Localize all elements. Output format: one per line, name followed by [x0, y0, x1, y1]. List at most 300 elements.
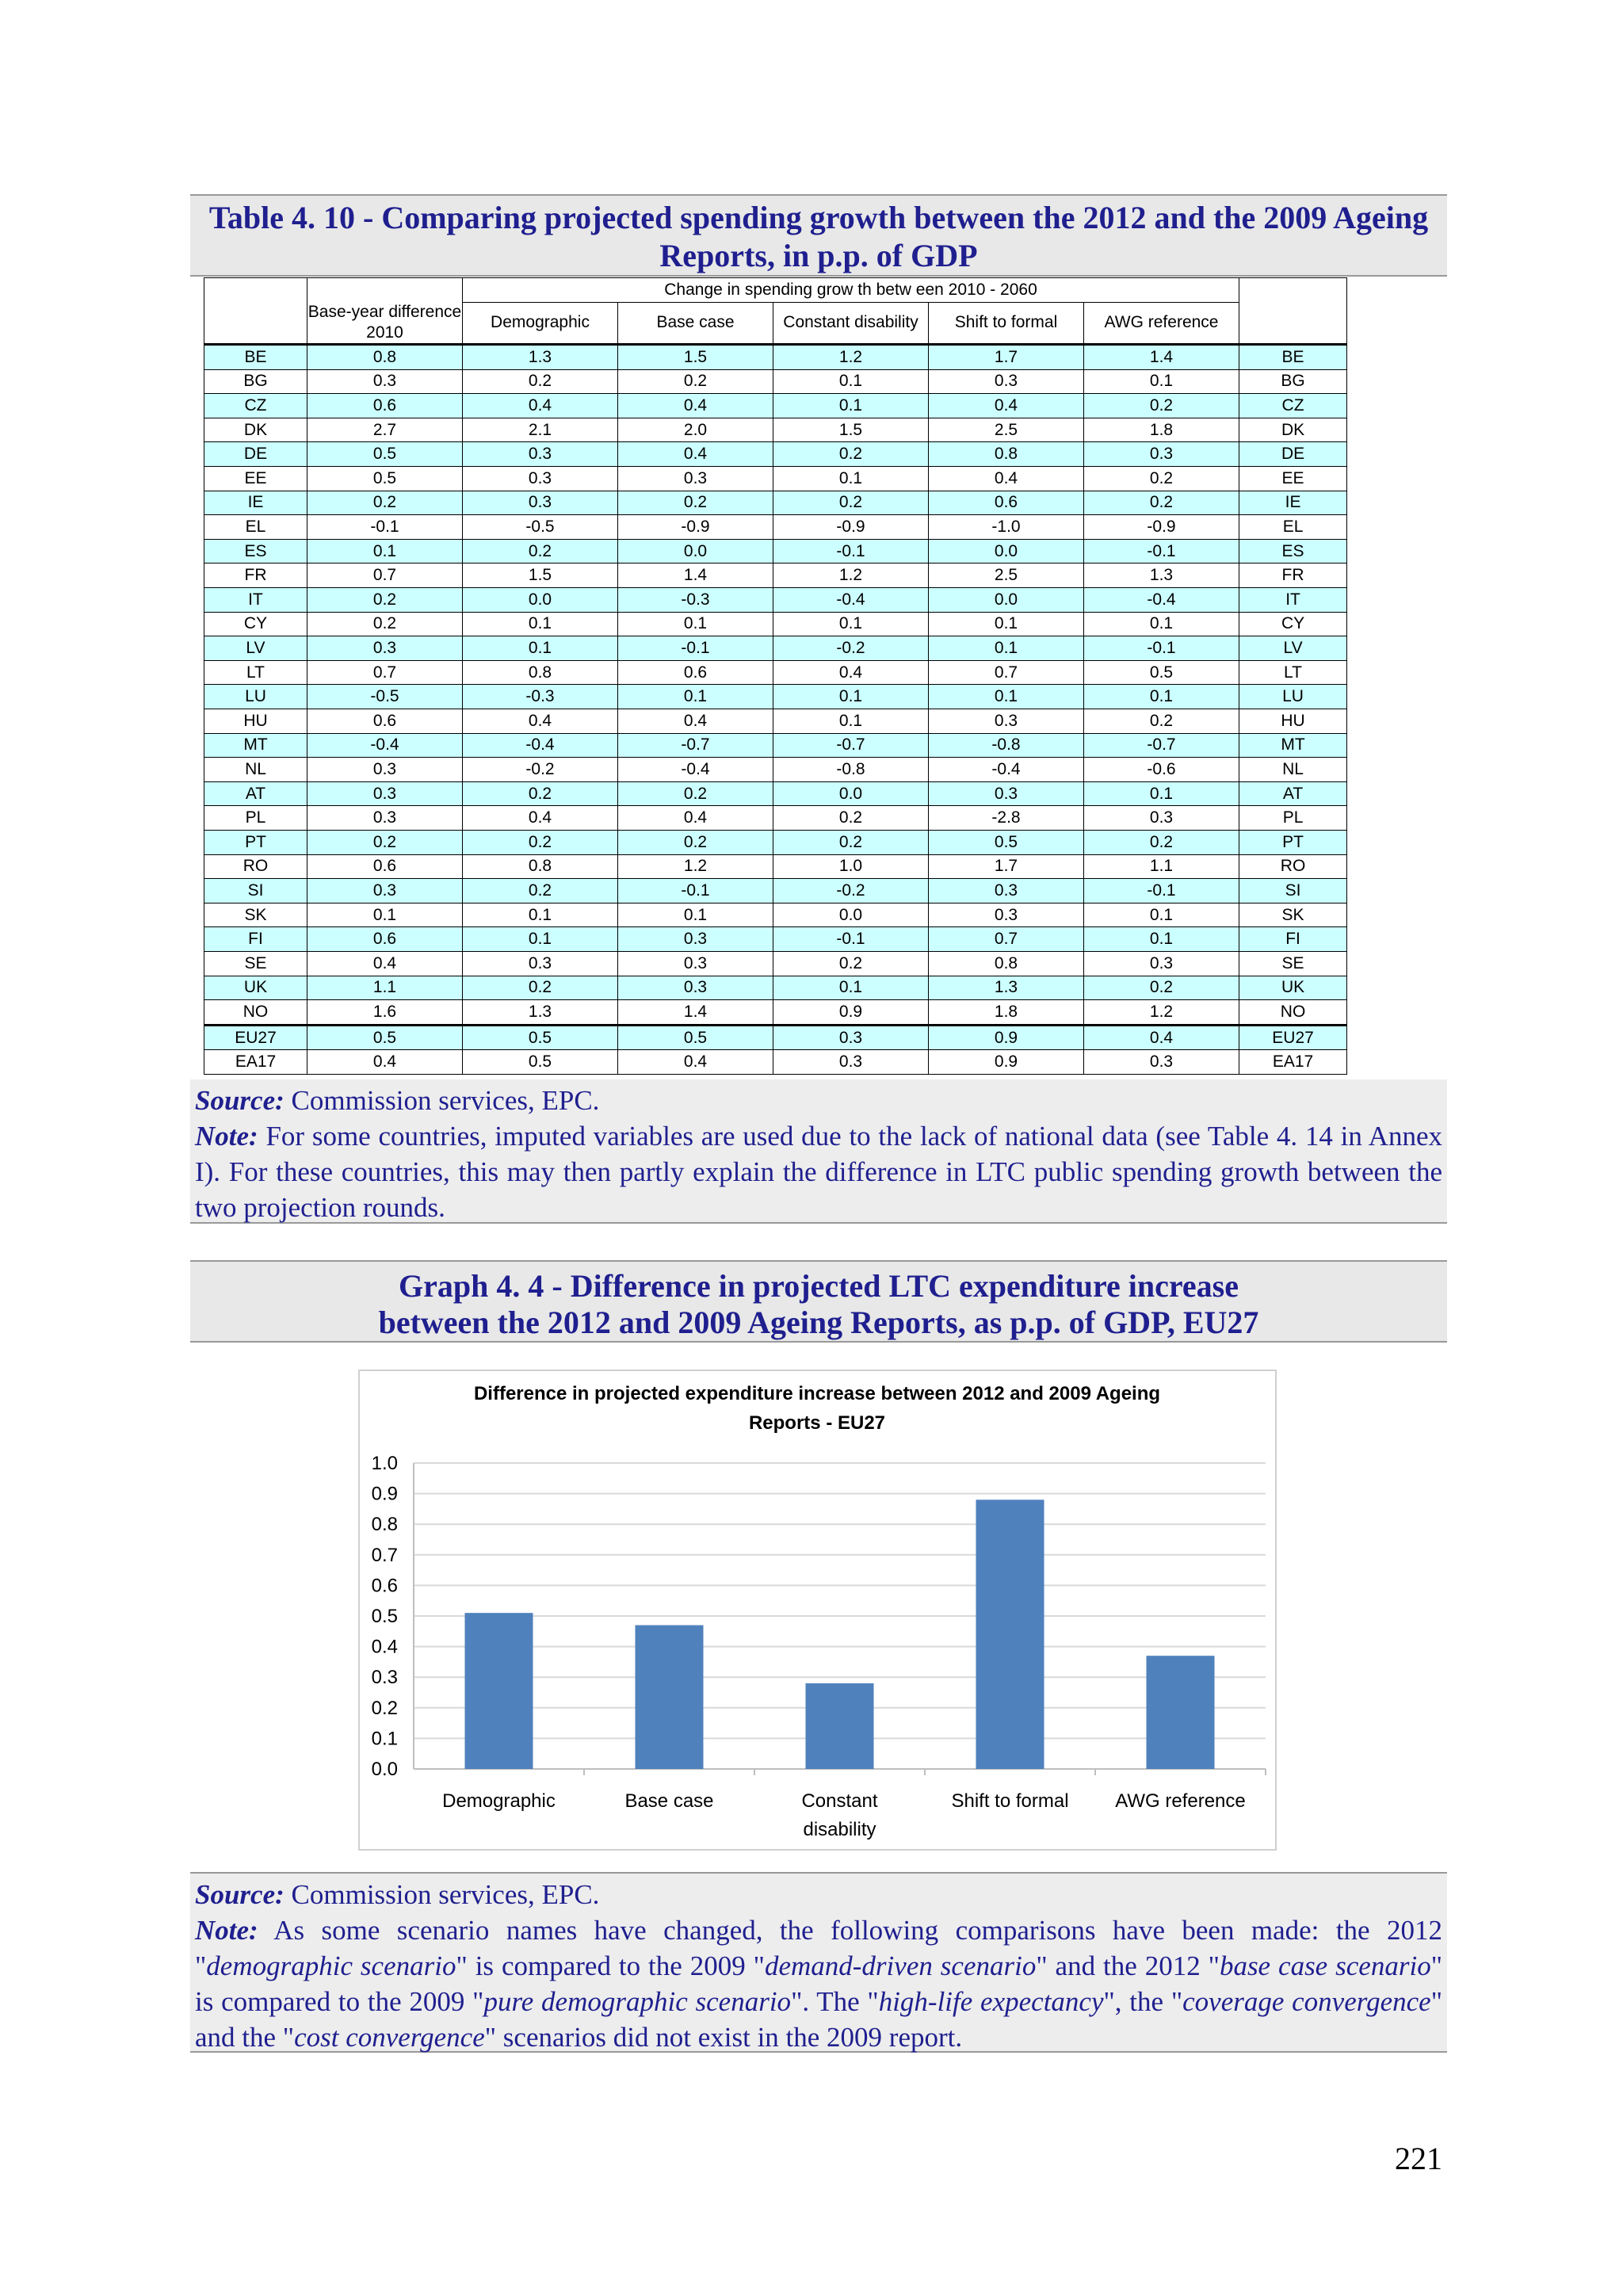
value-cell: 0.2: [463, 781, 618, 806]
value-cell: 0.2: [1084, 830, 1239, 854]
value-cell: 0.4: [463, 709, 618, 734]
value-cell: 0.3: [929, 903, 1084, 927]
value-cell: 1.3: [463, 345, 618, 370]
country-cell: PL: [204, 806, 307, 831]
table-row: [204, 709, 1347, 734]
value-cell: 0.3: [929, 369, 1084, 394]
value-cell: 0.3: [463, 491, 618, 515]
value-cell: 0.3: [463, 467, 618, 491]
country-cell: CY: [204, 612, 307, 636]
value-cell: 0.1: [929, 636, 1084, 661]
value-cell: 0.2: [307, 612, 463, 636]
table-row: [204, 1000, 1347, 1026]
country-cell: BE: [1239, 345, 1347, 370]
country-cell: PL: [1239, 806, 1347, 831]
country-cell: RO: [1239, 854, 1347, 879]
y-tick-label: 0.9: [371, 1483, 398, 1505]
value-cell: -0.7: [618, 733, 773, 758]
note-fragment: coverage convergence: [1182, 1986, 1431, 2017]
table-row: [204, 951, 1347, 976]
table-row: [204, 394, 1347, 418]
table-row: [204, 369, 1347, 394]
country-cell: CY: [1239, 612, 1347, 636]
table-row: [204, 418, 1347, 442]
value-cell: 0.2: [463, 879, 618, 904]
country-cell: IT: [1239, 588, 1347, 613]
y-tick-label: 0.2: [371, 1697, 398, 1719]
value-cell: 0.0: [773, 781, 929, 806]
value-cell: -0.4: [773, 588, 929, 613]
column-header: Demographic: [463, 302, 618, 345]
value-cell: 0.3: [1084, 951, 1239, 976]
value-cell: 0.4: [929, 467, 1084, 491]
value-cell: -0.9: [773, 515, 929, 540]
country-cell: UK: [204, 976, 307, 1000]
country-cell: LU: [1239, 685, 1347, 709]
value-cell: -0.1: [307, 515, 463, 540]
value-cell: 0.1: [929, 612, 1084, 636]
column-header: Shift to formal: [929, 302, 1084, 345]
country-cell: RO: [204, 854, 307, 879]
column-header: Base case: [618, 302, 773, 345]
value-cell: 0.2: [618, 491, 773, 515]
value-cell: 0.2: [773, 951, 929, 976]
value-cell: 0.1: [463, 612, 618, 636]
table-note-text: For some countries, imputed variables are used due to the lack of national data (see Table 4. 14 in Annex I). For these countries, this may then partly explain the difference in LTC public spending growth between the two projection rounds.: [195, 1121, 1442, 1223]
bar-chart: [360, 1371, 1275, 1849]
value-cell: 0.5: [1084, 660, 1239, 685]
x-category-label: Shift to formal: [951, 1790, 1069, 1812]
table-caption: [190, 194, 1447, 277]
value-cell: 0.1: [307, 539, 463, 563]
value-cell: 1.1: [307, 976, 463, 1000]
country-cell: HU: [1239, 709, 1347, 734]
bar-awg-reference: [1147, 1656, 1215, 1769]
value-cell: 0.2: [307, 588, 463, 613]
table-row: [204, 612, 1347, 636]
value-cell: 0.4: [1084, 1025, 1239, 1050]
value-cell: 0.1: [773, 685, 929, 709]
country-cell: SE: [1239, 951, 1347, 976]
bar-base-case: [636, 1626, 704, 1769]
country-cell: BE: [204, 345, 307, 370]
value-cell: 0.2: [618, 781, 773, 806]
value-cell: 0.8: [929, 951, 1084, 976]
note-fragment: " is compared to the 2009 ": [195, 1950, 1442, 2017]
value-cell: 0.3: [929, 879, 1084, 904]
value-cell: 0.6: [307, 854, 463, 879]
value-cell: 0.1: [1084, 612, 1239, 636]
graph-caption: [190, 1260, 1447, 1343]
table-row: [204, 636, 1347, 661]
value-cell: -2.8: [929, 806, 1084, 831]
table-row: [204, 1025, 1347, 1050]
group-header: Change in spending grow th betw een 2010 - 2060: [463, 278, 1239, 303]
value-cell: 0.2: [773, 830, 929, 854]
note-fragment: " scenarios did not exist in the 2009 report.: [484, 2022, 963, 2053]
value-cell: 0.2: [1084, 976, 1239, 1000]
table-row: [204, 685, 1347, 709]
value-cell: -0.8: [773, 758, 929, 782]
value-cell: 0.3: [1084, 1050, 1239, 1075]
table-row: [204, 563, 1347, 588]
value-cell: 0.0: [773, 903, 929, 927]
value-cell: 0.2: [463, 976, 618, 1000]
value-cell: 0.5: [618, 1025, 773, 1050]
value-cell: 0.1: [463, 903, 618, 927]
x-category-label: AWG reference: [1115, 1790, 1246, 1812]
value-cell: 0.2: [307, 491, 463, 515]
value-cell: 0.3: [618, 976, 773, 1000]
country-cell: DE: [204, 442, 307, 467]
value-cell: -0.5: [463, 515, 618, 540]
column-header: AWG reference: [1084, 302, 1239, 345]
value-cell: 0.4: [463, 394, 618, 418]
value-cell: 0.8: [463, 660, 618, 685]
y-tick-label: 1.0: [371, 1453, 398, 1474]
country-cell: NO: [204, 1000, 307, 1026]
value-cell: -0.1: [1084, 879, 1239, 904]
value-cell: 0.3: [307, 636, 463, 661]
value-cell: -0.4: [307, 733, 463, 758]
note-fragment: " and the ": [195, 1986, 1442, 2053]
table-note-label: Note:: [195, 1121, 258, 1152]
value-cell: 0.3: [307, 758, 463, 782]
value-cell: 0.3: [618, 927, 773, 952]
table-caption-text: Table 4. 10 - Comparing projected spending growth between the 2012 and the 2009 Ageing Reports, in p.p. of GDP: [208, 200, 1429, 273]
country-cell: IT: [204, 588, 307, 613]
header-empty-left: [204, 278, 307, 345]
value-cell: 0.6: [307, 394, 463, 418]
country-cell: BG: [204, 369, 307, 394]
x-category-label: Constant: [801, 1790, 878, 1812]
value-cell: 0.2: [463, 539, 618, 563]
value-cell: -0.3: [463, 685, 618, 709]
country-cell: FI: [204, 927, 307, 952]
table-row: [204, 442, 1347, 467]
y-tick-label: 0.5: [371, 1606, 398, 1627]
value-cell: 0.3: [929, 781, 1084, 806]
value-cell: 0.6: [618, 660, 773, 685]
x-category-label: disability: [803, 1819, 876, 1840]
value-cell: 0.4: [618, 806, 773, 831]
note-fragment: demand-driven scenario: [764, 1950, 1037, 1981]
value-cell: 0.4: [307, 1050, 463, 1075]
value-cell: 0.3: [773, 1050, 929, 1075]
country-cell: EL: [1239, 515, 1347, 540]
y-tick-label: 0.4: [371, 1636, 398, 1658]
graph-notes: [190, 1872, 1447, 2053]
value-cell: -0.7: [1084, 733, 1239, 758]
country-cell: AT: [1239, 781, 1347, 806]
value-cell: 1.2: [618, 854, 773, 879]
country-cell: LV: [204, 636, 307, 661]
value-cell: -1.0: [929, 515, 1084, 540]
value-cell: -0.1: [773, 539, 929, 563]
value-cell: 0.2: [773, 806, 929, 831]
value-cell: 0.9: [929, 1050, 1084, 1075]
country-cell: UK: [1239, 976, 1347, 1000]
value-cell: 0.1: [618, 903, 773, 927]
table-notes: [190, 1079, 1447, 1224]
value-cell: 0.3: [618, 951, 773, 976]
value-cell: -0.7: [773, 733, 929, 758]
country-cell: PT: [204, 830, 307, 854]
value-cell: 0.8: [463, 854, 618, 879]
value-cell: 0.0: [618, 539, 773, 563]
table-row: [204, 345, 1347, 370]
value-cell: 0.5: [463, 1050, 618, 1075]
value-cell: 0.8: [929, 442, 1084, 467]
y-tick-label: 0.7: [371, 1544, 398, 1566]
value-cell: 0.0: [463, 588, 618, 613]
value-cell: 0.2: [773, 442, 929, 467]
value-cell: 0.7: [307, 563, 463, 588]
value-cell: 0.1: [773, 394, 929, 418]
country-cell: MT: [204, 733, 307, 758]
value-cell: 0.2: [307, 830, 463, 854]
value-cell: -0.1: [773, 927, 929, 952]
value-cell: 1.7: [929, 854, 1084, 879]
value-cell: 0.6: [307, 927, 463, 952]
note-fragment: cost convergence: [294, 2022, 485, 2053]
value-cell: 0.5: [929, 830, 1084, 854]
value-cell: 0.2: [1084, 467, 1239, 491]
country-cell: AT: [204, 781, 307, 806]
note-fragment: ". The ": [791, 1986, 879, 2017]
value-cell: 1.0: [773, 854, 929, 879]
country-cell: MT: [1239, 733, 1347, 758]
value-cell: 1.2: [1084, 1000, 1239, 1026]
value-cell: 0.3: [1084, 442, 1239, 467]
x-category-label: Base case: [624, 1790, 714, 1812]
value-cell: -0.2: [773, 879, 929, 904]
y-tick-label: 0.3: [371, 1667, 398, 1689]
chart-title-line-1: Difference in projected expenditure increase between 2012 and 2009 Ageing: [473, 1383, 1161, 1404]
value-cell: -0.4: [618, 758, 773, 782]
country-cell: SE: [204, 951, 307, 976]
note-fragment: base case scenario: [1219, 1950, 1431, 1981]
value-cell: 0.1: [1084, 369, 1239, 394]
graph-source-text: Commission services, EPC.: [284, 1879, 600, 1910]
value-cell: 0.1: [618, 685, 773, 709]
country-cell: FR: [1239, 563, 1347, 588]
value-cell: 1.2: [773, 563, 929, 588]
value-cell: 1.7: [929, 345, 1084, 370]
value-cell: 0.4: [773, 660, 929, 685]
value-cell: 0.4: [463, 806, 618, 831]
country-cell: NL: [204, 758, 307, 782]
value-cell: 0.0: [929, 539, 1084, 563]
column-header: Constant disability: [773, 302, 929, 345]
value-cell: -0.3: [618, 588, 773, 613]
graph-caption-line-1: Graph 4. 4 - Difference in projected LTC expenditure increase: [399, 1268, 1239, 1304]
value-cell: 0.3: [463, 442, 618, 467]
table-row: [204, 927, 1347, 952]
table-row: [204, 854, 1347, 879]
value-cell: 0.1: [618, 612, 773, 636]
value-cell: 0.5: [307, 1025, 463, 1050]
table-row: [204, 467, 1347, 491]
graph-note-label: Note:: [195, 1915, 258, 1946]
country-cell: CZ: [204, 394, 307, 418]
value-cell: 0.3: [307, 369, 463, 394]
value-cell: -0.2: [773, 636, 929, 661]
value-cell: -0.1: [1084, 539, 1239, 563]
country-cell: BG: [1239, 369, 1347, 394]
value-cell: 1.5: [773, 418, 929, 442]
value-cell: 1.3: [929, 976, 1084, 1000]
note-fragment: high-life expectancy: [878, 1986, 1104, 2017]
value-cell: 1.6: [307, 1000, 463, 1026]
value-cell: 0.6: [929, 491, 1084, 515]
country-cell: EE: [1239, 467, 1347, 491]
value-cell: 0.4: [618, 394, 773, 418]
value-cell: 0.3: [929, 709, 1084, 734]
value-cell: -0.8: [929, 733, 1084, 758]
value-cell: 0.7: [929, 927, 1084, 952]
value-cell: 0.1: [1084, 903, 1239, 927]
table-row: [204, 758, 1347, 782]
value-cell: 2.0: [618, 418, 773, 442]
spending-growth-table: [204, 277, 1347, 1075]
value-cell: 2.1: [463, 418, 618, 442]
country-cell: IE: [1239, 491, 1347, 515]
value-cell: 0.1: [773, 467, 929, 491]
note-fragment: " and the 2012 ": [1036, 1950, 1220, 1981]
country-cell: EU27: [1239, 1025, 1347, 1050]
value-cell: 0.1: [463, 927, 618, 952]
table-row: [204, 879, 1347, 904]
value-cell: 0.5: [463, 1025, 618, 1050]
country-cell: DE: [1239, 442, 1347, 467]
y-tick-label: 0.8: [371, 1514, 398, 1536]
value-cell: 0.9: [929, 1025, 1084, 1050]
value-cell: 0.2: [1084, 394, 1239, 418]
table-row: [204, 830, 1347, 854]
value-cell: 0.1: [773, 976, 929, 1000]
country-cell: EA17: [204, 1050, 307, 1075]
value-cell: 1.3: [463, 1000, 618, 1026]
table-row: [204, 1050, 1347, 1075]
value-cell: 0.3: [307, 879, 463, 904]
table-row: [204, 903, 1347, 927]
country-cell: LV: [1239, 636, 1347, 661]
note-fragment: As some scenario names have changed, the following comparisons have been made: the 2012 ": [195, 1915, 1442, 1981]
y-tick-label: 0.1: [371, 1728, 398, 1750]
value-cell: -0.4: [1084, 588, 1239, 613]
country-cell: EU27: [204, 1025, 307, 1050]
table-row: [204, 733, 1347, 758]
table-source-text: Commission services, EPC.: [284, 1085, 600, 1116]
value-cell: 1.4: [618, 563, 773, 588]
header-empty-base: [307, 278, 463, 303]
value-cell: 1.4: [1084, 345, 1239, 370]
table-row: [204, 660, 1347, 685]
value-cell: 1.4: [618, 1000, 773, 1026]
bar-constant-disability: [806, 1683, 874, 1769]
value-cell: -0.1: [1084, 636, 1239, 661]
table-row: [204, 539, 1347, 563]
country-cell: ES: [204, 539, 307, 563]
value-cell: 0.5: [307, 442, 463, 467]
country-cell: EL: [204, 515, 307, 540]
graph-caption-line-2: between the 2012 and 2009 Ageing Reports, as p.p. of GDP, EU27: [378, 1305, 1259, 1340]
value-cell: 0.2: [1084, 491, 1239, 515]
country-cell: IE: [204, 491, 307, 515]
chart-container: [358, 1370, 1277, 1851]
graph-note-text: [195, 1915, 1442, 2053]
column-header: Base-year difference 2010: [307, 302, 463, 345]
note-fragment: demographic scenario: [206, 1950, 456, 1981]
country-cell: SI: [1239, 879, 1347, 904]
value-cell: 0.1: [1084, 927, 1239, 952]
value-cell: 0.1: [773, 369, 929, 394]
table-header-row-1: [204, 278, 1347, 303]
value-cell: 0.1: [1084, 685, 1239, 709]
value-cell: 1.8: [1084, 418, 1239, 442]
value-cell: 0.4: [618, 709, 773, 734]
country-cell: SK: [1239, 903, 1347, 927]
table-row: [204, 491, 1347, 515]
country-cell: EA17: [1239, 1050, 1347, 1075]
value-cell: 1.5: [618, 345, 773, 370]
country-cell: ES: [1239, 539, 1347, 563]
note-fragment: pure demographic scenario: [483, 1986, 792, 2017]
value-cell: 0.2: [773, 491, 929, 515]
value-cell: 1.3: [1084, 563, 1239, 588]
bar-demographic: [465, 1613, 533, 1769]
x-category-label: Demographic: [442, 1790, 556, 1812]
country-cell: FI: [1239, 927, 1347, 952]
table-row: [204, 976, 1347, 1000]
country-cell: SI: [204, 879, 307, 904]
value-cell: 0.4: [307, 951, 463, 976]
country-cell: LU: [204, 685, 307, 709]
value-cell: 2.5: [929, 418, 1084, 442]
value-cell: 0.6: [307, 709, 463, 734]
value-cell: 0.5: [307, 467, 463, 491]
country-cell: NO: [1239, 1000, 1347, 1026]
value-cell: 0.4: [618, 1050, 773, 1075]
value-cell: 1.8: [929, 1000, 1084, 1026]
value-cell: 2.7: [307, 418, 463, 442]
country-cell: LT: [204, 660, 307, 685]
country-cell: NL: [1239, 758, 1347, 782]
value-cell: -0.5: [307, 685, 463, 709]
value-cell: 0.1: [773, 612, 929, 636]
value-cell: 0.8: [307, 345, 463, 370]
country-cell: SK: [204, 903, 307, 927]
value-cell: 1.2: [773, 345, 929, 370]
y-tick-label: 0.0: [371, 1759, 398, 1780]
table-row: [204, 806, 1347, 831]
value-cell: -0.1: [618, 636, 773, 661]
value-cell: 0.3: [307, 781, 463, 806]
value-cell: 0.1: [773, 709, 929, 734]
value-cell: -0.4: [463, 733, 618, 758]
value-cell: 0.2: [618, 830, 773, 854]
value-cell: -0.4: [929, 758, 1084, 782]
table-source-label: Source:: [195, 1085, 285, 1116]
table-row: [204, 515, 1347, 540]
value-cell: 0.7: [929, 660, 1084, 685]
country-cell: DK: [1239, 418, 1347, 442]
value-cell: 0.1: [307, 903, 463, 927]
value-cell: 0.3: [618, 467, 773, 491]
value-cell: 0.7: [307, 660, 463, 685]
value-cell: 0.2: [463, 369, 618, 394]
